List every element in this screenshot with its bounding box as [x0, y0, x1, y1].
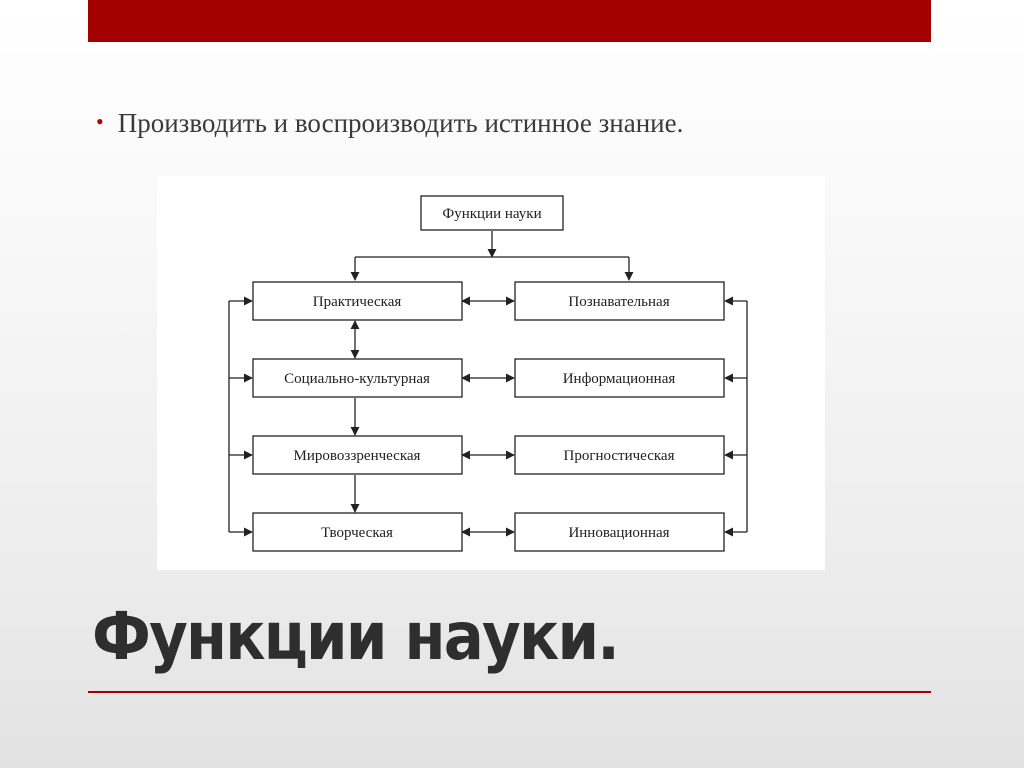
bullet-item — [96, 108, 683, 139]
node-label: Инновационная — [568, 525, 670, 541]
node-innovative — [515, 513, 724, 551]
root-node — [421, 196, 563, 230]
node-cognitive — [515, 282, 724, 320]
node-label: Практическая — [312, 294, 402, 310]
node-label: Творческая — [321, 525, 393, 541]
top-accent-bar — [88, 0, 931, 42]
node-socio-cultural — [253, 359, 462, 397]
title-underline — [88, 691, 931, 693]
node-label: Информационная — [562, 371, 676, 387]
node-label: Познавательная — [568, 294, 670, 310]
bullet-text: Производить и воспроизводить истинное знание. — [117, 108, 684, 138]
node-practical — [253, 282, 462, 320]
node-creative — [253, 513, 462, 551]
node-label: Социально-культурная — [284, 371, 430, 387]
node-informational — [515, 359, 724, 397]
slide-title: Функции науки. — [92, 598, 619, 675]
root-node-label: Функции науки — [442, 206, 542, 222]
node-label: Мировоззренческая — [293, 448, 421, 464]
bullet-dot-icon: • — [96, 109, 104, 134]
node-label: Прогностическая — [563, 448, 675, 464]
functions-diagram — [157, 176, 825, 570]
node-worldview — [253, 436, 462, 474]
diagram-svg — [157, 176, 825, 570]
node-prognostic — [515, 436, 724, 474]
